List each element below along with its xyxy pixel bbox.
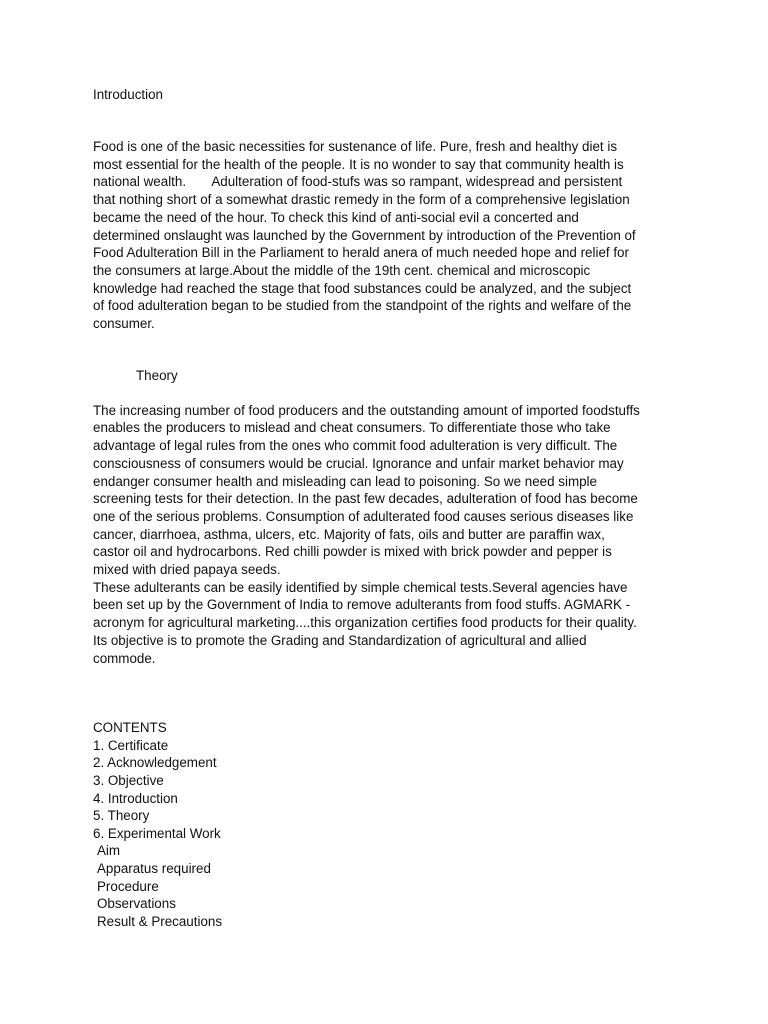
text-line: been set up by the Government of India to remove adulterants from food stuffs. AGMARK - xyxy=(93,597,631,613)
introduction-paragraph xyxy=(93,138,683,333)
text-line: knowledge had reached the stage that food substances could be analyzed, and the subject xyxy=(93,280,632,296)
text-line: Food Adulteration Bill in the Parliament to herald anera of much needed hope and relief for xyxy=(93,245,629,261)
contents-subitem: Apparatus required xyxy=(97,861,211,877)
text-line: These adulterants can be easily identified by simple chemical tests.Several agencies have xyxy=(93,579,628,595)
text-line: most essential for the health of the people. It is no wonder to say that community health is xyxy=(93,156,624,172)
text-line: advantage of legal rules from the ones who commit food adulteration is very difficult. The xyxy=(93,438,618,454)
text-line: acronym for agricultural marketing....this organization certifies food products for their quality. xyxy=(93,615,637,631)
text-line: Food is one of the basic necessities for sustenance of life. Pure, fresh and healthy diet is xyxy=(93,139,618,154)
text-line: one of the serious problems. Consumption of adulterated food causes serious diseases like xyxy=(93,508,634,524)
text-line: of food adulteration began to be studied from the standpoint of the rights and welfare of the xyxy=(93,298,632,314)
text-line: became the need of the hour. To check this kind of anti-social evil a concerted and xyxy=(93,209,579,225)
contents-item: 4. Introduction xyxy=(93,790,178,806)
contents-item: 2. Acknowledgement xyxy=(93,755,217,771)
text-line: endanger consumer health and misleading can lead to poisoning. So we need simple xyxy=(93,473,597,489)
contents-item: 6. Experimental Work xyxy=(93,825,221,841)
theory-paragraph-1 xyxy=(93,402,683,579)
text-line: consumer. xyxy=(93,316,155,332)
text-line: commode. xyxy=(93,650,156,666)
text-line: mixed with dried papaya seeds. xyxy=(93,562,281,578)
contents-heading: CONTENTS xyxy=(93,720,167,736)
text-line: castor oil and hydrocarbons. Red chilli powder is mixed with brick powder and pepper is xyxy=(93,544,612,560)
contents-list xyxy=(93,719,683,930)
text-line: determined onslaught was launched by the Government by introduction of the Prevention of xyxy=(93,227,636,243)
contents-subitem: Aim xyxy=(97,843,121,859)
text-line: the consumers at large.About the middle of the 19th cent. chemical and microscopic xyxy=(93,262,591,278)
text-line: enables the producers to mislead and cheat consumers. To differentiate those who take xyxy=(93,420,611,436)
text-line: consciousness of consumers would be crucial. Ignorance and unfair market behavior may xyxy=(93,455,624,471)
contents-item: 1. Certificate xyxy=(93,737,169,753)
contents-subitem: Procedure xyxy=(97,878,159,894)
document-page xyxy=(93,86,683,930)
theory-paragraph-2 xyxy=(93,579,683,668)
contents-subitem: Observations xyxy=(97,896,176,912)
introduction-heading: Introduction xyxy=(93,87,163,102)
text-line: cancer, diarrhoea, asthma, ulcers, etc. Majority of fats, oils and butter are paraffin wax, xyxy=(93,526,605,542)
contents-item: 5. Theory xyxy=(93,808,150,824)
text-line: Its objective is to promote the Grading and Standardization of agricultural and allied xyxy=(93,632,587,648)
text-line: The increasing number of food producers and the outstanding amount of imported foodstuffs xyxy=(93,402,640,418)
text-line: national wealth. Adulteration of food-stufs was so rampant, widespread and persistent xyxy=(93,174,623,190)
text-line: screening tests for their detection. In the past few decades, adulteration of food has become xyxy=(93,491,638,507)
text-line: that nothing short of a somewhat drastic remedy in the form of a comprehensive legislation xyxy=(93,192,630,208)
contents-item: 3. Objective xyxy=(93,773,164,789)
theory-heading: Theory xyxy=(136,367,178,383)
contents-subitem: Result & Precautions xyxy=(97,913,223,929)
